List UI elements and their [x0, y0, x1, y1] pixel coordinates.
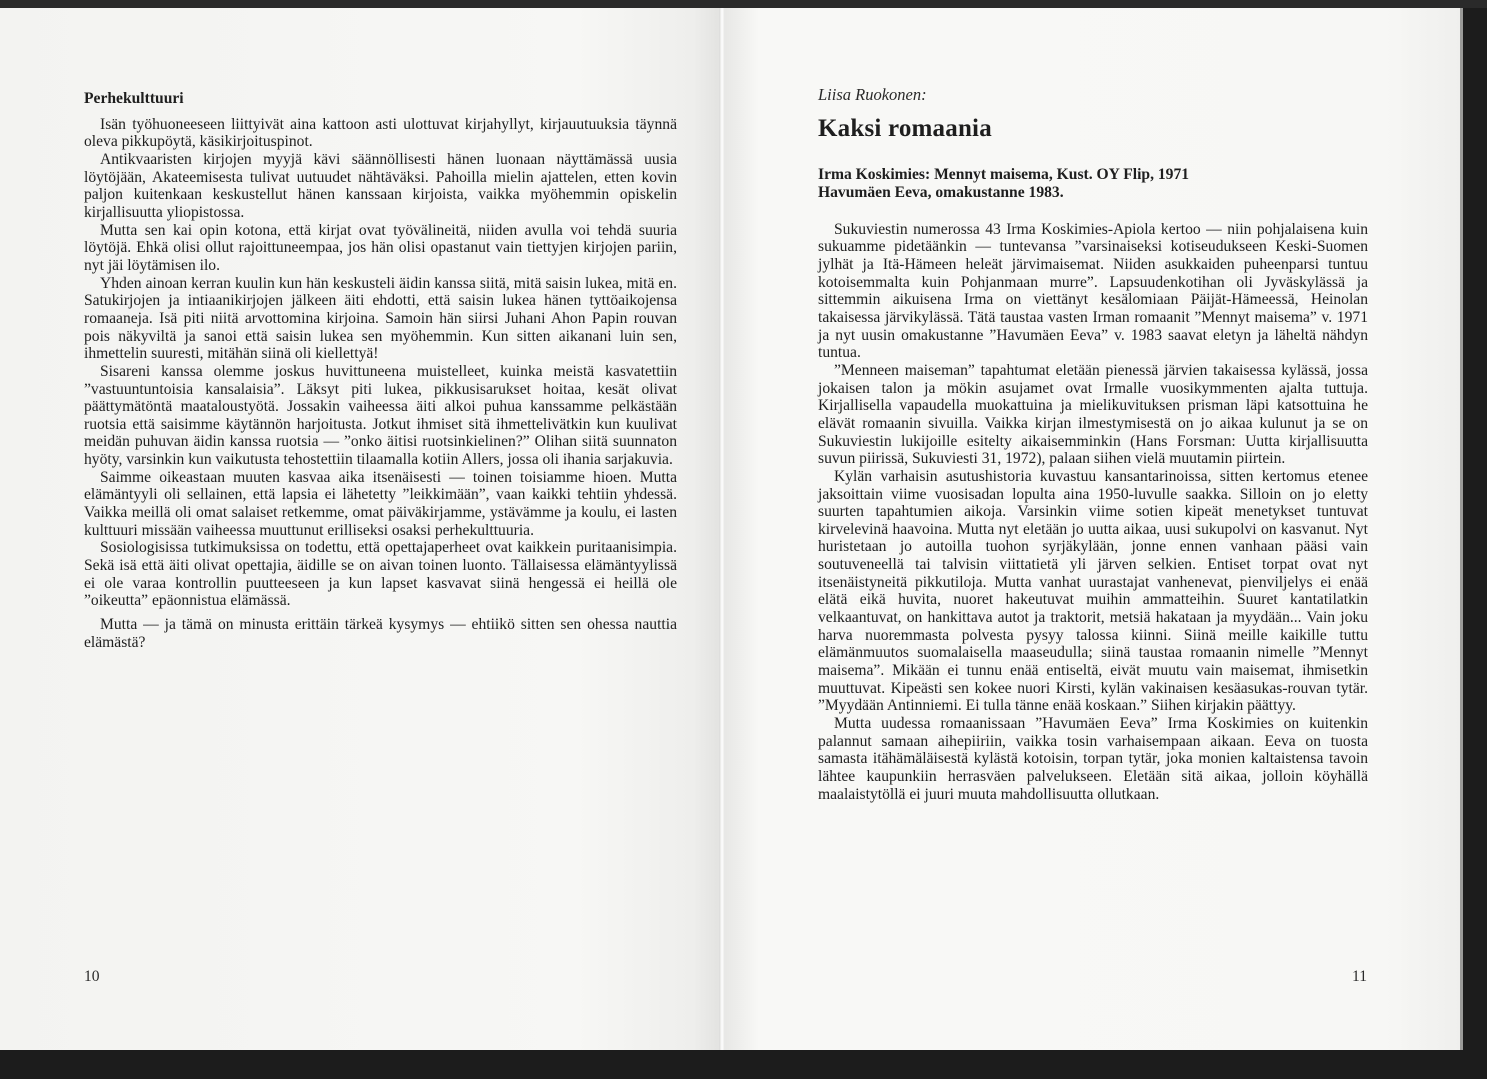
article-title: Kaksi romaania: [818, 114, 992, 142]
page-number-right: 11: [1352, 968, 1368, 985]
book-reference: Irma Koskimies: Mennyt maisema, Kust. OY Flip, 1971: [818, 165, 1190, 183]
article-author: Liisa Ruokonen:: [818, 85, 927, 104]
paragraph: Kylän varhaisin asutushistoria kuvastuu kansantarinoissa, sitten kertomus etenee jaksoittain viime vuosisadan lopulta aina 1950-luvulle saakka. Silloin on jo eletty suurten tapahtumien aikoja. Varsinkin viime sotien kipeät menetykset tuntuvat kirvelevinä haavoina. Mutta nyt eletään jo uutta aikaa, uusi sukupolvi on kasvanut. Nyt huristetaan jo autoilla tuohon syrjäkylään, jonne ennen vanhaan pääsi vain soutuveneellä tai talvisin viittatietä yli järven selkien. Entiset torpat ovat nyt itsenäistyneitä pikkutiloja. Mutta vanhat uurastajat vanhenevat, pienviljelys ei enää elätä eikä huvita, nuoret hakeutuvat muihin ammatteihin. Suuret kantatilatkin velkaantuvat, on hankittava autot ja traktorit, metsiä hakataan ja myydään... Vain joku harva nuoremmasta polvesta pysyy talossa kiinni. Siinä meille kaikille tuttu elämänmuutos suomalaisella maaseudulla; siinä taustaa romaanin nimelle ”Mennyt maisema”. Mikään ei tunnu enää entiseltä, eivät muutu vain maisemat, ihmisetkin muuttuvat. Kipeästi sen kokee nuori Kirsti, kylän vakinaisen kesäasukas-rouvan tytär. ”Myydään Antinniemi. Ei tulla tänne enää koskaan.” Siihen kirjakin päättyy.: [818, 467, 1368, 715]
paragraph: Sukuviestin numerossa 43 Irma Koskimies-Apiola kertoo — niin pohjalaisena kuin sukuamme pidetäänkin — tuntevansa ”varsinaiseksi kotiseudukseen Keski-Suomen jylhät ja Itä-Hämeen heleät järvimaisemat. Niiden asukkaiden puheenparsi tuntuu kotoisemmalta kuin Pohjanmaan murre”. Lapsuudenkotihan oli Jyväskylässä ja sittemmin aikuisena Irma on viettänyt kesälomiaan Päijät-Hämeessä, Heinolan takaisessa järvikylässä. Tätä taustaa vasten Irman romaanit ”Mennyt maisema” v. 1971 ja nyt uusin omakustanne ”Havumäen Eeva” v. 1983 saavat eletyn ja läheltä nähdyn tuntua.: [818, 220, 1368, 362]
paragraph: Antikvaaristen kirjojen myyjä kävi säännöllisesti hänen luonaan näyttämässä uusia löytöjään, Akateemisesta tulivat uutuudet nähtäväksi. Pahoilla mielin ajattelen, etten kovin paljon kuitenkaan keskustellut hänen kanssaan kirjoista, vaikka myöhemmin opiskelin kirjallisuutta yliopistossa.: [84, 150, 677, 221]
paragraph: Mutta sen kai opin kotona, että kirjat ovat työvälineitä, niiden avulla voi tehdä suuria löytöjä. Ehkä olisi ollut rajoittuneempaa, jos hän olisi opastanut vain tiettyjen kirjojen pariin, nyt jäi löytämisen ilo.: [84, 221, 677, 274]
right-page-text: [818, 86, 1368, 803]
paragraph: Saimme oikeastaan muuten kasvaa aika itsenäisesti — toinen toisiamme hioen. Mutta elämäntyyli oli sellainen, että lapsia ei lähetetty ”leikkimään”, vaan kaikki tehtiin yhdessä. Vaikka meillä oli omat salaiset retkemme, omat päiväkirjamme, ystävämme ja koulu, ei lasten kulttuuri missään vaiheessa muuttunut erilliseksi osaksi perhekulttuuria.: [84, 468, 677, 539]
book-spine: [719, 8, 725, 1050]
paragraph: ”Menneen maiseman” tapahtumat eletään pienessä järvien takaisessa kylässä, jossa jokaisen talon ja mökin asujamet ovat Irmalle vuosikymmenten ajalta tuttuja. Kirjallisella vapaudella muokattuina ja mielikuvituksen prisman läpi katsottuina he elävät romaanin sivuilla. Vaikka kirjan ilmestymisestä on jo aikaa kulunut ja se on Sukuviestin lukijoille esitelty aikaisemminkin (Hans Forsman: Uutta kirjallisuutta suvun piirissä, Sukuviesti 31, 1972), palaan siihen vielä muutamin piirtein.: [818, 361, 1368, 468]
book-reference: Havumäen Eeva, omakustanne 1983.: [818, 183, 1064, 201]
page-number-left: 10: [84, 968, 100, 985]
section-heading: Perhekulttuuri: [84, 90, 184, 107]
book-references: [818, 166, 1368, 202]
paragraph: Yhden ainoan kerran kuulin kun hän keskusteli äidin kanssa siitä, mitä saisin lukea, mitä en. Satukirjojen ja intiaanikirjojen jälkeen äiti ehdotti, että saisin lukea hänen tyttöaikojensa romaaneja. Isä piti niitä arvottomina kirjoina. Samoin hän siirsi Juhani Ahon Papin rouvan pois näkyviltä ja sanoi että saisin lukea sen myöhemmin. Kun sitten aikanani luin sen, ihmettelin suuresti, mitähän siinä oli kiellettyä!: [84, 274, 677, 363]
left-page-text: [84, 90, 677, 651]
paragraph: Sosiologisissa tutkimuksissa on todettu, että opettajaperheet ovat kaikkein puritaanisimpia. Sekä isä että äiti olivat opettajia, äidille se on aivan toinen luonto. Tällaisessa elämäntyylissä ei ole varaa kontrollin puutteeseen ja kun lapset kasvavat siinä hengessä ei heillä ole ”oikeutta” epäonnistua elämässä.: [84, 539, 677, 610]
scan-top-edge: [0, 0, 1487, 8]
paragraph: Sisareni kanssa olemme joskus huvittuneena muistelleet, kuinka meistä kasvatettiin ”vastuuntuntoisia kansalaisia”. Läksyt piti lukea, pikkusisarukset hoitaa, kesät olivat päättymätöntä maataloustyötä. Jossakin vaiheessa äiti alkoi puhua kanssamme pelkästään ruotsia että saisimme käytännön harjoitusta. Jotkut ihmiset sitä ihmettelivätkin kun kuulivat meidän puhuvan äidin kanssa ruotsia — ”onko äitisi ruotsinkielinen?” Olihan siitä suunnaton hyöty, varsinkin kun vaikutusta tehostettiin tilaamalla kotiin Allers, jossa oli ihania sarjakuvia.: [84, 362, 677, 469]
paragraph: Mutta uudessa romaanissaan ”Havumäen Eeva” Irma Koskimies on kuitenkin palannut samaan aihepiiriin, vaikka tosin varhaisempaan aikaan. Eeva on tuosta samasta itähämäläisestä kylästä kotoisin, torpan tytär, joka monien kaltaistensa tavoin lähtee kaupunkiin herrasväen palvelukseen. Eletään sitä aikaa, jolloin köyhällä maalaistytöllä ei juuri muuta mahdollisuutta ollutkaan.: [818, 715, 1368, 803]
paragraph: Isän työhuoneeseen liittyivät aina kattoon asti ulottuvat kirjahyllyt, kirjauutuuksia täynnä oleva pikkupöytä, käsikirjoituspinot.: [84, 115, 677, 151]
paragraph: Mutta — ja tämä on minusta erittäin tärkeä kysymys — ehtiikö sitten sen ohessa nauttia elämästä?: [84, 616, 677, 651]
